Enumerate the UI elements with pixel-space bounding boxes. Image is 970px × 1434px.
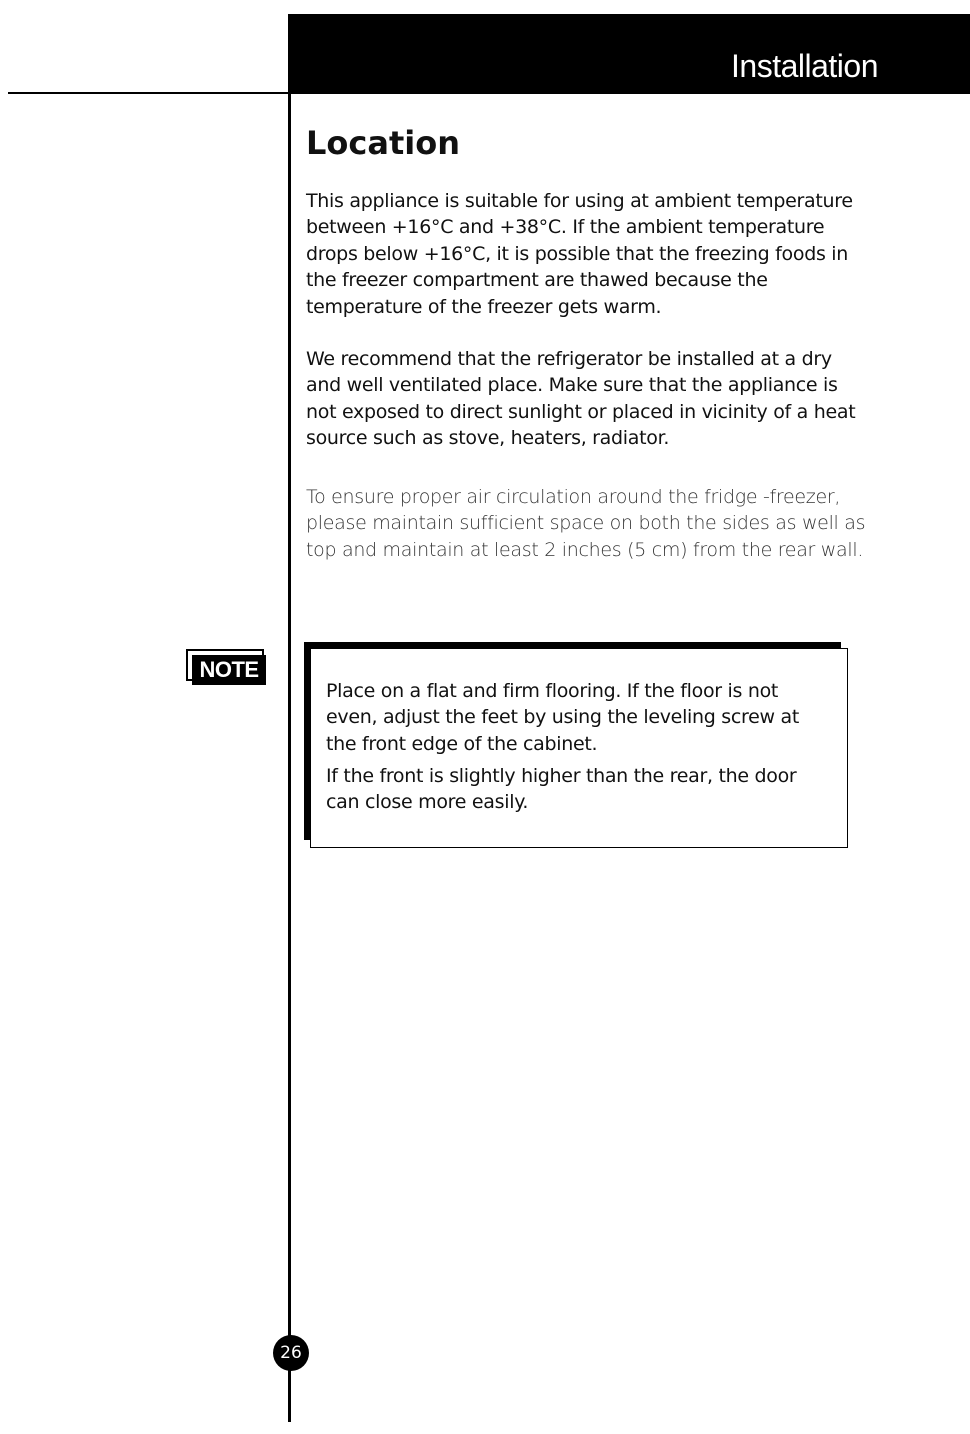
note-text-flooring: Place on a flat and firm flooring. If the floor is not even, adjust the feet by using the leveling screw at the front edge of the cabinet. xyxy=(326,680,799,755)
note-label: NOTE xyxy=(192,655,266,685)
paragraph-air-circulation: To ensure proper air circulation around the fridge -freezer, please maintain sufficient space on both the sides as well as top and maintain at least 2 inches (5 cm) from the rear wall. xyxy=(306,486,866,561)
paragraph-installation-place: We recommend that the refrigerator be installed at a dry and well ventilated place. Make sure that the appliance is not exposed to direct sunlight or placed in vicinity of a heat source such as stove, heaters, radiator. xyxy=(306,348,856,450)
page-number: 26 xyxy=(273,1335,309,1371)
section-title: Installation xyxy=(731,48,878,84)
page-title: Location xyxy=(306,124,460,162)
header-divider xyxy=(8,92,290,94)
note-text-door: If the front is slightly higher than the rear, the door can close more easily. xyxy=(326,765,797,814)
paragraph-ambient-temperature: This appliance is suitable for using at ambient temperature between +16°C and +38°C. If the ambient temperature drops below +16°C, it is possible that the freezing foods in the freezer compartment are thawed because the temperature of the freezer gets warm. xyxy=(306,190,853,318)
note-badge xyxy=(186,649,266,685)
margin-divider xyxy=(288,14,291,1422)
